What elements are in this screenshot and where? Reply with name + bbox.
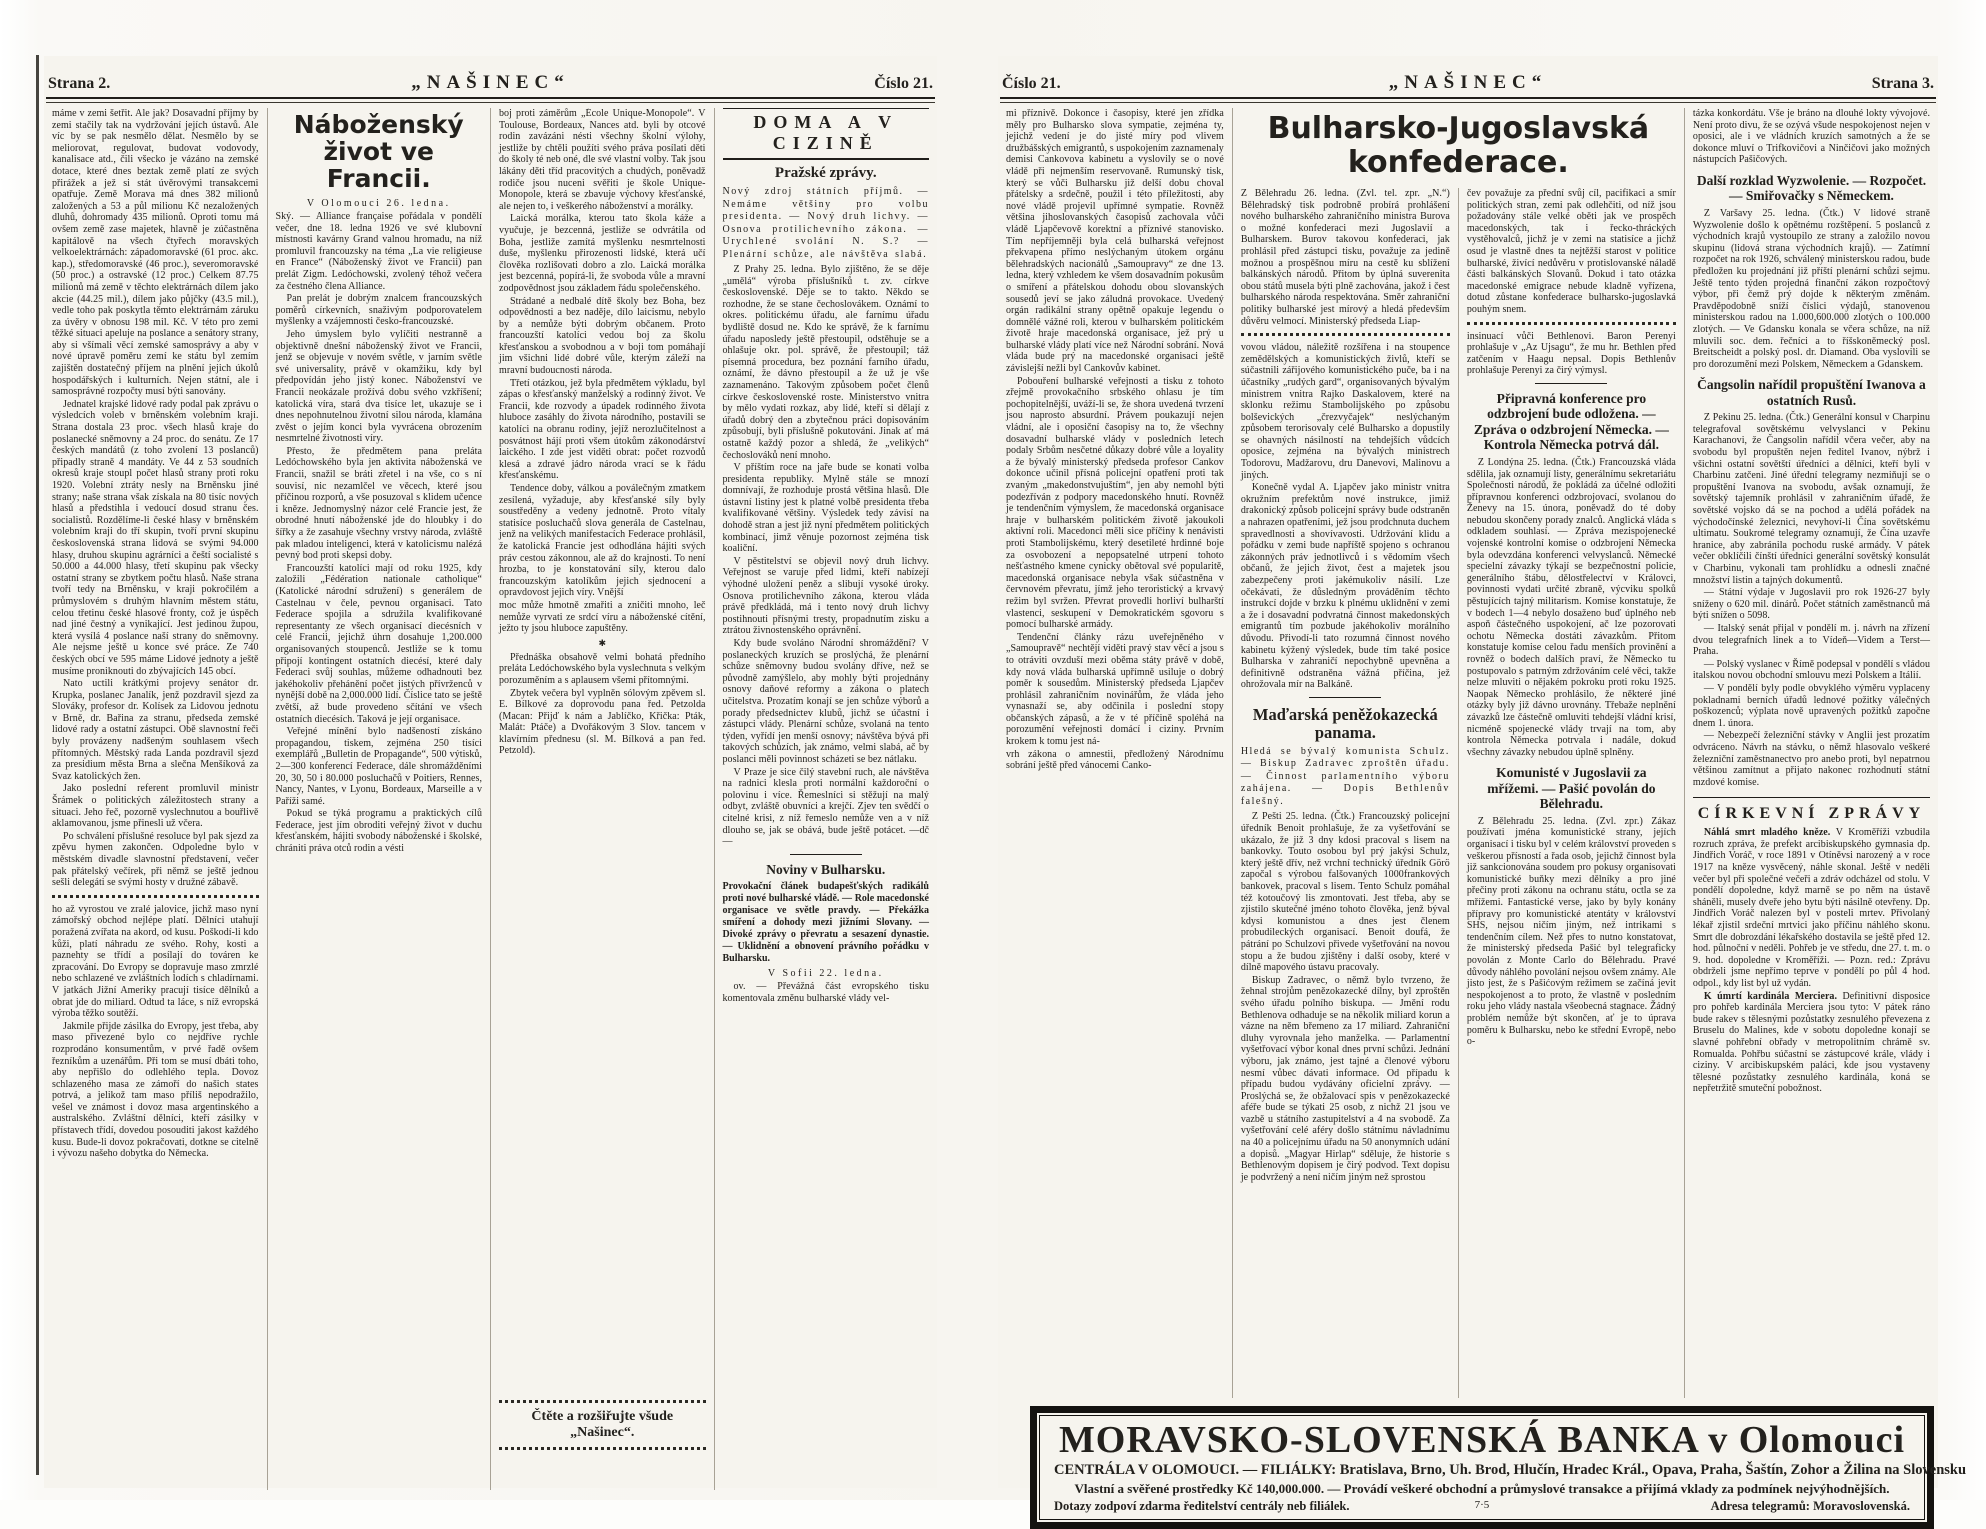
paragraph-continuation: mi příznivě. Dokonce i časopisy, které jen zřídka měly pro Bulharsko slova sympatie, zejména ty, jejichž vedení je do jisté míry pod vlivem družbášských emigrantů, s uspokojením zaznamenaly demisi Cankovova kabinetu a vyslovily se o nové vládě při nejmenším reservovaně. Rumunský tisk, který se vůči Bulharsku již delší dobu choval přátelsky a srdečně, použil i této příležitosti, aby nové vládě projevil upřímné sympatie. Rovněž většina jihoslovanských časopisů zachovala vůči vládě Ljapčevově korektní a příznivé stanovisko. Tím nepříjemněji byla celá bulharská veřejnost překvapena přímo neslýchaným útokem orgánu bělehradských nacionálů „Samoupravy“ ze dne 13. ledna, který vzhledem ke všem dosavadním pokusům o smíření a přátelskou dohodu obou slovanských sousedů jeví se jako záludná provokace. Uvedený orgán radikální strany opětně opakuje legendu o domnělé vážné roli, kterou v bulharském politickém životě hraje macedonská organisace, jež prý u bulharské vlády platí více než Národní sobrání. Nová vláda bude prý na macedonské organisaci ještě závislejší nežli byl Cankovův kabinet. — [1006, 108, 1224, 375]
paragraph: V pěstitelství se objevil nový druh lichvy. Veřejnost se varuje před lidmi, kteří nabízejí výhodné uložení peněz a slibují vysoké úroky. Osnova protilichevního zákona, kterou vláda právě předkládá, má i tento nový druh lichvy postihnouti přísnými tresty, propadnutím zisku a ztrátou živnostenského oprávnění. — [722, 555, 929, 637]
center-subcolumns — [1233, 188, 1684, 1398]
news-item: Náhlá smrt mladého kněze. V Kroměříži vzbudila rozruch zpráva, že prefekt arcibiskupského gymnasia dp. Jindřich Voráč, v roce 1891 v Otíněvsi narozený a v roce 1917 na kněze vysvěcený, náhle skonal. Ještě v neděli večer byl při společné večeři a zdráv odcházel od stolu. V pondělí dopoledne, když marně se po něm na ústavě sháněli, musely dveře jeho bytu býti násilně otevřeny. Dp. Jindřich Voráč nalezen byl v posteli mrtev. Přivolaný lékař zjistil srdeční mrtvici jako příčinu náhlého skonu. Smrt dle dobrozdání lékařského dostavila se ještě před 12. hod. půlnoční v neděli. Pohřeb je ve středu, dne 27. t. m. o 9. hod. dopoledne v Kroměříži. — Pozn. red.: Zprávu obdrželi jsme nepřímo teprve v pondělí po půl 4 hod. odpol., kdy list byl už vydán. — [1692, 827, 1931, 989]
column-1 — [44, 108, 267, 1490]
paragraph-continuation: ho až vyrostou ve zralé jalovice, jichž maso nyní zámořský obchod nejlépe platí. Dělníci utahují poražená zvířata na akord, od kusu. Poškodí-li kdo kůži, platí náhradu ze svého. Rohy, kosti a paznehty se třídí a posílají do továren ke zpracování. Do Evropy se dopravuje maso zmrzlé nebo schlazené ve zvláštních lodích s chladírnami. V jatkách Jižní Ameriky pracují tisíce dělníků a obrat jde do miliard. Odtud ta láce, s níž evropská výroba těžko soutěží. — [52, 903, 259, 1020]
paragraph: ov. — Převážná část evropského tisku komentovala změnu bulharské vlády vel- — [722, 981, 929, 1004]
ad-funds-line: Vlastní a svěřené prostředky Kč 140,000.000. — Provádí veškeré obchodní a průmyslové transakce a přijímá vklady za podmínek nejvýhodnějších. — [1074, 1481, 1890, 1496]
center-article-region — [1232, 108, 1684, 1398]
paragraph: Zbytek večera byl vyplněn sólovým zpěvem sl. E. Bílkové za doprovodu pana řed. Petzolda (Macan: Přijď k nám a Jablíčko, Křička: Pták, Malát: Ptáče) a Dvořákovým 3 Slov. tancem v klavírním přednesu (sl. M. Bílková a pan řed. Petzold). — [499, 687, 706, 757]
diamond-rule — [1241, 333, 1450, 336]
masthead-right: „NAŠINEC“ — [1388, 72, 1548, 93]
paragraph: Pokud se týká programu a praktických cílů Federace, jest jím obroditi veřejný život v duchu křesťanském, hájiti svobody náboženské i školské, chrániti práva otců rodin a vésti — [275, 808, 482, 855]
paragraph: — Italský senát přijal v pondělí m. j. návrh na zřízení dvou telegrafních linek a to Vídeň—Videm a Terst—Praha. — [1692, 622, 1931, 658]
columns-left-page — [44, 108, 937, 1490]
column-4 — [1684, 108, 1938, 1398]
column-4 — [714, 108, 938, 1490]
subsection-header: Pražské zprávy. — [774, 165, 877, 181]
scan-edge-line — [36, 55, 39, 1475]
paragraph-continuation: tázka konkordátu. Vše je bráno na dlouhé lokty vývojové. Není proto divu, že se ozývá všude nespokojenost nejen v oposici, ale i ve vládních kruzích samotných a že se dokonce mluví o Trifkovičovi a Ninčičovi jako možných nástupcích Pašičových. — [1692, 108, 1931, 166]
dateline: V Olomouci 26. ledna. — [306, 198, 451, 209]
dateline: V Sofii 22. ledna. — [767, 968, 884, 980]
star-divider: ✱ — [598, 637, 607, 648]
diamond-rule — [52, 895, 259, 898]
paragraph: Veřejné mínění bylo nadšeností získáno propagandou, tiskem, zejména 250 tisíci exemplářů „Bulletin de Propagande“, 500 výtisků, 2—300 konferencí Federace, dále shromážděními 20, 30, 50 i 80.000 posluchačů v Poitiers, Rennes, Nancy, Nantes, v Lyonu, Bordeaux, Marseille a v Paříži samé. — [275, 726, 482, 807]
paragraph: Přesto, že předmětem pana preláta Ledóchowského byla jen aktivita náboženská ve Francii, snažil se bráti zřetel i na vše, co s ní souvisí, nic nezamlčel ve věcech, které jsou příčinou rozporů, a vše posuzoval s klidem učence i kněze. Jednomyslný názor celé Francie jest, že obrodné hnutí náboženské jde do hloubky i do šířky a že zasahuje všechny vrstvy národa, zvláště pak mladou inteligenci, která v katolicismu nalézá pevný bod proti skepsi doby. — [275, 445, 482, 562]
paragraph-continuation: Ský. — Alliance française pořádala v pondělí večer, dne 18. ledna 1926 ve své klubovní místnosti kavárny Grand valnou hromadu, na níž promluvil francouzsky na téma „La vie religieuse en France“ (Náboženský život ve Francii) pan prelát Zigm. Ledóchowski, zvolený téhož večera za čestného člena Alliance. — [275, 211, 482, 292]
ad-footer-left: Dotazy zodpoví zdarma ředitelství centrály neb filiálek. — [1054, 1499, 1350, 1513]
short-rule — [1535, 383, 1607, 384]
paragraph: Jakmile přijde zásilka do Evropy, jest třeba, aby maso přivezené bylo co nejdříve rychle rozprodáno konsumentům, v prvé řadě ovšem řezníkům a uzenářům. Při tom se musí dbáti toho, aby nepřišlo do odlehlého tepla. Dovoz schlazeného masa ze zámoří do našich states potrvá, a jelikož tam maso příliš nepodražilo, vešel ve známost i dovoz masa argentinského a australského. Zvláštní dělníci, kteří zásilky v přístavech třídí, dovedou posouditi jakost každého kusu. Bude-li dovoz pokračovati, dotkne se citelně i vývozu našeho dobytka do Německa. — [52, 1020, 259, 1160]
ad-footer — [1054, 1499, 1910, 1514]
issue-right: Číslo 21. — [1002, 75, 1061, 92]
summary-deck: Provokační článek budapešťských radikálů proti nové bulharské vládě. — Role macedonské organisace ve světle pravdy. — Překážka smíření a dohody mezi jižními Slovany. — Divoké zprávy o převratu a sesazení dynastie. — Uklidnění a obnovení právního pořádku v Bulharsku. — [722, 881, 929, 965]
main-headline: Bulharsko-Jugoslavská konfederace. — [1267, 111, 1650, 180]
column-1 — [998, 108, 1232, 1398]
paragraph: Pobouření bulharské veřejnosti a tisku z tohoto zřejmě provokačního srbského ohlasu je tím pochopitelnější, uváží-li se, že shora uvedená tvrzení jsou naprosto absurdní. Právem poukazují nejen vládní, ale i oposiční časopisy na to, že všechny dosavadní bulharské vlády v posledních letech podaly Srbům nesčetné důkazy dobré vůle a loyality a že bývalý ministerský předseda profesor Cankov dokonce učinil přísná policejní opatření proti tak zvaným „makedonstvujuštím“, jen aby nemohl býti podezříván z podpory macedonského hnutí. Rovněž je tendenčním výmyslem, že macedonská organisace hraje v bulharském politickém životě jakoukoli aktivní roli. Macedonci měli sice příčiny k nenávisti proti Stambolijskému, který desetileté hrdinné boje za osvobození a nepopsatelné utrpení tohoto nešťastného kmene cynicky obětoval své popularitě, macedonská organisace nebyla však súčastněna v červnovém převratu, jímž jeho teroristický a krvavý režim byl svržen. Převrat provedli horliví bulharští vlastenci, seskupení v Demokratickém sgovoru s pomocí bulharské armády. — [1006, 375, 1224, 631]
article-heading: Další rozklad Wyzwolenie. — Rozpočet. — Smiřovačky s Německem. — [1696, 172, 1927, 204]
paragraph-continuation: moc může hmotně zmařiti a zničiti mnoho, leč nemůže vyrvati ze srdcí víru a náboženské cítění, ježto ty jsou hluboce zapuštěny. — [499, 599, 706, 635]
paragraph-continuation: čev považuje za přední svůj cíl, pacifikaci a smír politických stran, zemi pak odlehčiti, od níž jsou požadovány stále velké oběti jak ve prospěch macedonských, tak i řecko-thráckých vystěhovalců, jichž je v zemi na statisíce a jichž osud je vlastně dnes ta nejtěžší starost v politice bulharské, živící nedůvěru v protislovanské náladě části balkánských Slovanů. Dokud i tato otázka macedonské emigrace nebude kladně vyřízena, dotud zůstane konfederace bulharsko-jugoslavká pouhým snem. — [1466, 188, 1676, 315]
page-strana-2 — [44, 56, 937, 1488]
summary-deck: Nový zdroj státních příjmů. — Nemáme většiny pro volbu presidenta. — Nový druh lichvy. — Osnova protilichevního zákona. — Urychlené svolání N. S.? — Plenární schůze, ale návštěva slabá. — [722, 186, 929, 260]
ad-footer-telegram: Adresa telegramů: Moravoslovenská. — [1710, 1499, 1910, 1513]
paragraph: — V pondělí byly podle obvyklého výměru vyplaceny pokladnami berních úřadů lednové požitky válečných poškozenců; výplata nově upravených požitků započne dnem 1. února. — [1692, 682, 1931, 729]
paragraph: V příštím roce na jaře bude se konati volba presidenta republiky. Mylně stále se mnozí domnívají, že rozhoduje prostá většina hlasů. Dle ústavní listiny jest k platné volbě presidenta třeba kvalifikované většiny. Výsledek tedy závisí na dohodě stran a jest již nyní předmětem politických kombinací, jimž věnuje pozornost zejména tisk koaliční. — [722, 462, 929, 555]
section-header: DOMA A V CIZINĚ — [723, 108, 930, 160]
article-heading: Maďarská peněžokazecká panama. — [1252, 704, 1438, 742]
diamond-rule — [1467, 322, 1676, 325]
paragraph-continuation: insinuací vůči Bethlenovi. Baron Perenyi prohlašuje v „Az Ujsagu“, že mu hr. Bethlen před zatčením v Haagu nepsal. Dopis Bethlenův prohlašuje Perenyi za čirý výmysl. — [1466, 330, 1676, 377]
paragraph: V Praze je sice čilý stavební ruch, ale návštěva na radnici klesla proti normální každoroční o polovinu i více. Řemeslníci si stěžují na malý odbyt, zvláště obuvníci a krejčí. Zjev ten svědčí o citelné krisi, z níž řemeslo nemůže ven a v níž dlouho se, jak se obává, bude ještě potácet. —dč— — [722, 766, 929, 848]
paragraph: — Státní výdaje v Jugoslavii pro rok 1926-27 byly sníženy o 620 mil. dinárů. Počet státních zaměstnanců má býti snížen o 5098. — [1692, 587, 1931, 622]
item-lead: K úmrtí kardinála Merciera. — [1703, 990, 1843, 1002]
section-header: CÍRKEVNÍ ZPRÁVY — [1693, 797, 1930, 823]
paragraph: Strádané a nedbalé dítě školy bez Boha, bez odpovědnosti a bez naděje, dílo laicismu, nebylo by a nemůže býti dobrým občanem. Proto francouzští katolíci vedou boj za školu křesťanskou a svobodnou a v boji tom pomáhají jim všichni lidé dobré vůle, kterým záleží na mravní budoucnosti národa. — [499, 295, 706, 377]
column-3 — [490, 108, 714, 1490]
paragraph: Pan prelát je dobrým znalcem francouzských poměrů církevních, snaživým podporovatelem myšlenky a vzájemnosti česko-francouzské. — [275, 293, 482, 328]
bank-advertisement — [1030, 1406, 1967, 1529]
diamond-rule — [499, 1400, 706, 1403]
columns-right-page — [998, 108, 1938, 1398]
column-3 — [1458, 188, 1684, 1398]
paragraph: Kdy bude svoláno Národní shromáždění? V poslaneckých kruzích se proslýchá, že plenární schůze sněmovny budou svolány dříve, než se původně zamýšlelo, aby mohly býti projednány osnovy daňové reformy a zákona o platech učitelstva. Prozatím konají se jen schůze výborů a porady předsednictev klubů, jichž se účastní i zástupci vlády. Plenární schůze, svolaná na tento týden, vyřídí jen menší osnovy; návštěva bývá při takových schůzích, jak známo, velmi slabá, ač by poslanci měli povinnost scházeti se bez nátlaku. — [722, 638, 929, 765]
header-rule-left — [46, 97, 935, 103]
article-heading: Noviny v Bulharsku. — [766, 861, 886, 877]
paragraph: Tendence doby, válkou a poválečným zmatkem zesílená, vyžaduje, aby křesťanské síly byly soustředěny a vedeny jednotně. Proto vítaly statisíce posluchačů slova generála de Castelnau, jenž na velikých manifestacích Federace prohlásil, že katolická Francie jest odhodlána hájiti svých práv cestou zákonnou, ale až do krajnosti. To není hrozba, to je konstatování síly, kterou dalo francouzským katolíkům jejich sjednocení a opravdovost jejich víry. Vnější — [499, 483, 706, 599]
summary-deck: Hledá se bývalý komunista Schulz. — Biskup Zadravec zproštěn úřadu. — Činnost parlamentního výboru zahájena. — Dopis Bethlenův falešný. — [1240, 745, 1450, 807]
article-heading: Připravná konference pro odzbrojení bude odložena. — Zpráva o odzbrojení Německa. — Kontrola Německa potrvá dál. — [1473, 390, 1669, 453]
paragraph-continuation: vovou vládou, náležitě rozšířena i na stoupence zemědělských a komunistických živlů, kteří se súčastnili zářijového komunistického puče, ba i na účastníky „rudých gard“, organisovaných bývalým ministrem vnitra Rajko Daskalovem, které na sklonku režimu Stambolijského po způsobu bolševických „črezvyčajek“ neslýchaným způsobem terorisovaly celé Bulharsko a dopustily se ohavných násilností na tehdejších vůdcích oposice, zejména na bývalých ministrech Todorovu, Madžarovu, dru Danevovi, Malinovu a jiných. — [1240, 342, 1450, 481]
article-headline: Náboženský život ve Francii. — [293, 110, 464, 193]
news-item: K úmrtí kardinála Merciera. Definitivní disposice pro pohřeb kardinála Merciera jsou tyto: V pátek ráno bude rakev s tělesnými pozůstatky zesnulého převezena z Bruselu do Malines, kde v sobotu dopoledne konají se slavné pohřební obřady v metropolitním chrámě sv. Romualda. Pohřbu súčastní se zástupcové krále, vlády i ciziny. V arcibiskupském paláci, kde jsou vystaveny tělesné pozůstatky zesnulého kardinála, koná se nepřetržitě smuteční pobožnost. — [1692, 990, 1931, 1095]
item-lead: Náhlá smrt mladého kněze. — [1703, 827, 1836, 839]
paragraph: Nato uctili krátkými projevy senátor dr. Krupka, poslanec Janalík, jenž pozdravil sjezd za Slováky, profesor dr. Kolísek za Lidovou jednotu v Brně, dr. Bařina za stranu, předseda zemské lidové rady a ostatní zástupci. Obě slavnostní řeči byly provázeny nadšeným souhlasem všech přítomných. Městský rada Landa pozdravil sjezd za presidium města Brna a slečna Menšíková za Svaz katolických žen. — [52, 678, 259, 782]
folio-left: Strana 2. — [48, 75, 111, 92]
page-strana-3 — [998, 56, 1967, 1513]
ad-branches-line: CENTRÁLA V OLOMOUCI. — FILIÁLKY: Bratislava, Brno, Uh. Brod, Hlučín, Hradec Král., Opava, Praha, Šaštín, Zohor a Žilina na Slovensku — [1054, 1462, 1967, 1478]
folio-right: Strana 3. — [1871, 75, 1934, 92]
paragraph: Po schválení příslušné resoluce byl pak sjezd za zpěvu hymen zakončen. Odpoledne bylo v městském divadle slavnostní představení, večer pak přátelský večírek, při němž se ještě jednou sešli delegáti se svými hosty v družné zábavě. — [52, 830, 259, 889]
paragraph: Tendenční články rázu uveřejněného v „Samoupravě“ nechtějí viděti pravý stav věcí a jsou s to otráviti ovzduší mezi oběma státy právě v době, kdy nová vláda bulharská upřímně usiluje o dobrý poměr k sousedům. Ministerský předseda Ljapčev prohlásil zahraničním novinářům, že vláda jeho vynasnaží se, aby odčinila i poslední stopy občanských zápasů, a že v té příčině spoléhá na porozumění veřejnosti domácí i ciziny. Prvním krokem k tomu jest ná- — [1006, 631, 1224, 748]
column-2 — [1233, 188, 1458, 1398]
issue-left: Číslo 21. — [874, 75, 933, 92]
paragraph-continuation: Z Bělehradu 26. ledna. (Zvl. tel. zpr. „N.“) Bělehradský tisk podrobně probírá prohlášení nového bulharského zahraničního ministra Burova o možné konfederaci mezi Jugoslavií a Bulharskem. Burov takovou konfederaci, jak prohlásil před zástupci tisku, považuje za jedině možnou a prospěšnou míru na cestě ku sblížení balkánských národů. Přitom by úplná suverenita obou států musela býti plně zachována, jakož i čest bulharského národa respektována. Směr zahraniční politiky bulharské jest mírový a hledá především důvěru velmocí. Ministerský předseda Liap- — [1240, 188, 1450, 327]
paragraph: Jako poslední referent promluvil ministr Šrámek o politických záležitostech strany a situaci. Jeho řeč, pozorně vyslechnutou a bouřlivě aklamovanou, jsme přinesli už včera. — [52, 783, 259, 830]
bank-advertisement-inner — [1039, 1415, 1967, 1520]
paragraph: Laická morálka, kterou tato škola káže a vyučuje, je bezcenná, jestliže se odvrátila od Boha, jestliže zamítá myšlenku nesmrtelnosti duše, myšlenku přirozenosti lidské, která učí člověka rozlišovati dobro a zlo. Laická morálka jest bezcenná, popírá-li, že svoboda vůle a mravní zodpovědnost jsou základem řádu společenského. — [499, 213, 706, 294]
paragraph: Z Varšavy 25. ledna. (Čtk.) V lidové straně Wyzwolenie došlo k opětnému rozštěpení. 5 poslanců z východních krajů vystoupilo ze strany a založilo novou skupinu (lidová strana východních krajů). — Zatímní rozpočet na rok 1926, schválený ministerskou radou, bude předložen ku projednání již příští plenární schůzi sejmu. Ještě tento týden projedná finanční zákon rozpočtový výbor, při čemž prý dojde k některým změnám. Pravděpodobně sníží číslici výdajů, stanovenou ministerskou radou na 1.000,600.000 zlotých o 100.000 zlotých. — Ve Gdansku konala se včera schůze, na níž mluvili soc. dem. řečníci a to říšskoněmecký posl. Breitscheidt a polský posl. dr. Diamand. Oba vyslovili se pro dorozumění mezi Polskem, Německem a Gdanskem. — [1692, 207, 1931, 370]
paragraph: Konečně vydal A. Ljapčev jako ministr vnitra okružním prefektům nové instrukce, jimiž drakonický způsob policejní správy bude odstraněn a nahrazen opatřeními, jež jsou prodchnuta duchem spravedlnosti a shovívavosti. Udržování klidu a pořádku v zemi bude napříště spojeno s ochranou zákonných práv jednotlivců i s vědomím všech občanů, že jejich život, čest a majetek jsou zabezpečeny proti jakémukoliv násilí. Lze očekávati, že důsledným prováděním těchto instrukcí dojde v brzku k plnému uklidnění v zemi a že i dosavadní podvratná činnost makedonských emigrantů tím pozbude jakéhokoliv morálního důvodu. Přivodí-li tato rozumná činnost nového kabinetu kýžený výsledek, bude tím také posice Bulharska v zahraničí nepochybně upevněna a definitivně odstraněna vážná příčina, jež ohrožovala mír na Balkáně. — [1240, 482, 1450, 691]
page-header-right — [998, 56, 1938, 96]
paragraph: Biskup Zadravec, o němž bylo tvrzeno, že žehnal strojům penězokazecké dílny, byl zproštěn svého úřadu polního biskupa. — Jmění rodu Bethlenova odhaduje se na několik miliard korun a vázne na něm břemeno za 17 miliard. Zahraniční dluhy vyrovnala jeho manželka. — Parlamentní vyšetřovací výbor konal dnes první schůzi. Jednání výboru, jak známo, jest tajné a členové výboru nesmí vůbec dávati informace. Od případu k případu budou vydávány oficielní zprávy. — Proslýchá se, že obžalovací spis v penězokazecké aféře bude se týkati 25 osob, z nichž 21 jsou ve vazbě u státního zastupitelství a 4 na svobodě. Za vyšetřování celé aféry došlo státnímu návladnímu na 40 a policejnímu úřadu na 50 anonymních udání a dopisů. „Magyar Hirlap“ sděluje, že historie s Bethlenovým dopisem je čirý podvod. Text dopisu je podvržený a není ničím jiným než sprostou — [1240, 974, 1450, 1183]
header-rule-right — [1000, 97, 1936, 103]
paragraph: Jeho úmyslem bylo vylíčiti nestranně a objektivně dnešní náboženský život ve Francii, jenž se objevuje v novém světle, v jarním světle své universality, právě v okamžiku, kdy byl předpovídán jeho jistý konec. Náboženství ve Francii neokázale prožívá dobu svého vzkříšení; katolická víra, stará dva tisíce let, ukazuje se i dnes nepohnutelnou životní silou národa, klamána zvěst o jejím konci byla vyvrácena obrozením nesmrtelné životnosti víry. — [275, 328, 482, 445]
article-heading: Komunisté v Jugoslavii za mřížemi. — Pašić povolán do Bělehradu. — [1487, 765, 1656, 812]
page-header-left — [44, 56, 937, 96]
ad-bank-title: MORAVSKO-SLOVENSKÁ BANKA v Olomouci — [1058, 1419, 1906, 1461]
column-2 — [267, 108, 491, 1490]
column-3-body — [499, 108, 706, 757]
promo-banner-text: Čtěte a rozšiřujte všude „Našinec“. — [531, 1409, 674, 1440]
paragraph: Z Prahy 25. ledna. Bylo zjištěno, že se děje „umělá“ výroba příslušníků t. zv. církve československé. Děje se to takto. Někdo se rozhodne, že se stane čechoslovákem. Oznámí to okres. politickému úřadu, ale farnímu úřadu bydliště dosud ne. Kdo ke správě, že k farnímu úřadu naposledy ještě přestoupil, odstěhuje se a ohlašuje okr. pol. správě, že přestoupil; táž písemná procedura, bez poznání farního úřadu, oznámí, že dávno přestoupil a že už je vše zaznamenáno. Takovým způsobem počet členů církve československé roste. Ministerstvo vnitra by mělo vydati rozkaz, aby lidé, kteří si dělají z úřadů dobrý den a zbytečnou práci dopisováním způsobují, byli příslušně pokutováni. Jinak ať má ostatně každý pozor a shledá, že „velikých“ čechoslováků není mnoho. — [722, 264, 929, 461]
paragraph: — Nebezpečí železniční stávky v Anglii jest prozatím odvráceno. Návrh na stávku, o němž hlasovalo veškeré železniční zaměstnanectvo pro anebo proti, byl nepatrnou většinou zamítnut a přijato nakonec rozhodnutí státní mzdové komise. — [1692, 730, 1931, 788]
paragraph-continuation: máme v zemi šetřit. Ale jak? Dosavadní příjmy by zemi stačily tak na vydržování jejích ústavů. Ale víc by se pak nesmělo dělat. Nesmělo by se meliorovat, regulovat, budovat vodovody, kanalisace atd., čili všecko je vázáno na zemské dotace, které dnes beztak země platí ze svých přirážek a jež si stát úvěrovými transakcemi opatřuje. Země Morava má dnes 382 milionů založených a 53 a půl milionu Kč nezaložených dluhů, dohromady 435 milionů. Oproti tomu má ovšem země zase majetek, hlavně je zúčastněna kapitálově na všech čtyřech moravských velkoelektrárnách: západomoravské (61 proc. akc. kap.), středomoravské (46 proc.), severomoravské (50 proc.) a ostravské (12 proc.) Celkem 87.75 milionů má země v těchto elektrárnách dílem jako akcie (44.25 mil.), dílem jako půjčky (43.5 mil.), vedle toho pak poskytla těmto elektrárnám záruku za úvěry v obnosu 198 mil. Kč. V této pro zemi těžké situaci apeluje na poslance a senátory strany, aby si všímali věcí zemské samosprávy a aby v nové úpravě poměru zemí ke státu byl zemím zajištěn dostatečný příjem na plnění jejich úkolů hospodářských i kulturních. Nejen státní, ale i samosprávné rozpočty musí býti sanovány. — [52, 108, 259, 398]
paragraph: Z Pekinu 25. ledna. (Čtk.) Generální konsul v Charpinu telegrafoval sovětskému velvyslanci v Pekinu Karachanovi, že Čangsolin nařídil včera večer, aby na svobodu byl propuštěn nejen ředitel Ivanov, nýbrž i všichni ostatní sovětští úředníci a dělníci, kteří byli v Charbinu zatčeni. Jiné úřední telegramy nezmiňují se o propuštění Ivanova na svobodu, avšak oznamují, že sovětský tajemník prohlásil v zahraničním úřadě, že sovětské vojsko dá se na pochod a udělá pořádek na východočínské železnici, nevyhoví-li Čína sovětskému ultimatu. Soukromé telegramy oznamují, že Čína uzavře hranice, aby zabránila pochodu ruské armády. V pátek večer obklíčili čínští úředníci generální sovětský konsulát v Charbinu, vykonali tam prohlídku a odnesli značné množství listin a tajných dokumentů. — [1692, 412, 1931, 586]
paragraph-continuation: boj proti záměrům „École Unique-Monopole“. V Toulouse, Bordeaux, Nances atd. byli by otcové rodin zavázáni nésti všechny školní výlohy, jestliže by chtěli použíti svého práva posílati děti do školy té neb oné, dle své vlastní volby. Tak jsou lákány děti tříd pracovitých a chudých, poněvadž rodiče jsou nuceni svěřiti je škole Unique-Monopole, která se zbavuje výchovy křesťanské, ale nejen to, i veškerého náboženství a morálky. — [499, 108, 706, 212]
paragraph: Přednáška obsahově velmi bohatá předního preláta Ledóchowského byla vyslechnuta s velkým porozuměním a s aplausem všemi přítomnými. — [499, 651, 706, 686]
paragraph: Francouzští katolíci mají od roku 1925, kdy založili „Fédération nationale catholique“ (Katolické národní sdružení) s generálem de Castelnau v čele, pevnou organisaci. Tato Federace spojila a sdružila kvalifikované representanty ze všech organisací diecésních v celé Francii, jejichž úhrn dosahuje 1,200.000 organisovaných stoupenců. Jestliže se k tomu připojí kontingent ostatních diecésí, které daly Federaci svůj souhlas, můžeme odhadnouti bez jakéhokoliv přehánění počet jistých přívrženců v nynější době na 2,000.000 lidí. Číslice tato se ještě zvětší, až bude provedeno sčítání ve všech ostatních diecésích. Taková je její organisace. — [275, 562, 482, 725]
paragraph: Z Bělehradu 25. ledna. (Zvl. zpr.) Zákaz používati jména komunistické strany, jejích organisací i tisku byl v celém království proveden s veškerou přísností a řada osob, jejichž činnost byla již sankcionována soudem pro pokusy organisovati komunistické buňky mezi dělníky a pro jiné přečiny proti zákonu na ochranu státu, octla se za mřížemi. Fantastické verse, jako by byly konány přípravy pro komunistické atentáty v království SHS, nejsou ničím jiným, než intrikami s tendenčním cílem. Než přes to nutno konstatovat, že ministerský předseda Pašić byl telegraficky povolán z Monte Carlo do Bělehradu. Pravé důvody náhlého povolání nejsou ovšem známy. Ale jisto jest, že s Pašićovým režimem se začíná jevit nespokojenost a to proto, že vlastně v posledním roku jeho vlády nastala všeobecná stagnace. Žádný problém nemůže být skončen, ať je to úprava poměru k Bulharsku, nebo ke střední Evropě, nebo o- — [1466, 815, 1676, 1048]
paragraph: — Polský vyslanec v Římě podepsal v pondělí s vládou italskou novou obchodní smlouvu mezi Polskem a Itálií. — [1692, 658, 1931, 682]
short-rule — [790, 854, 862, 855]
promo-banner-group — [499, 1394, 706, 1456]
short-rule — [1309, 697, 1381, 698]
article-heading: Čangsolin nařídil propuštění Iwanova a ostatních Rusů. — [1697, 377, 1926, 408]
masthead-left: „NAŠINEC“ — [411, 72, 570, 93]
paragraph: Z Londýna 25. ledna. (Čtk.) Francouzská vláda sdělila, jak oznamují listy, generálnímu sekretariátu Společnosti národů, že pokládá za účelné odložiti přípravnou konferenci odzbrojovací, svolanou do Ženevy na 15. února, poněvadž do té doby nebudou skončeny porady znalců. Anglická vláda s odkladem souhlasí. — Zpráva mezispojenecké vojenské kontrolní komise o odzbrojení Německa byla odevzdána konferenci velvyslanců. Německé specielní závazky týkají se bezpečnostní policie, generálního štábu, dělostřelectví v Královci, povinnosti vydati určité zbraně, výcviku spolků pěstujících tajný militarism. Komise konstatuje, že v bodech 1—4 nebylo dosaženo buď úplného neb aspoň částečného uspokojení, ač lze pozorovati ochotu Německa dostáti závazkům. Přitom konstatuje komise celou řadu menších provinění a rovněž o bodech dalších praví, že Německo tu postupovalo s patrným zdržováním celé věci, takže nelze mluviti o nějakém pokroku proti roku 1925. Naopak Německo prohlásilo, že některé jiné otázky byly již dávno urovnány. Třebaže neplnění závazků lze částečně omluviti tehdejší vládní krisí, nicméně spojenecké vlády trvají na tom, aby kontrola Německa potrvala i nadále, dokud všechny závazky nebudou úplně splněny. — [1466, 456, 1676, 758]
diamond-rule — [499, 1447, 706, 1450]
paragraph-continuation: vrh zákona o amnestii, předložený Národnímu sobrání ještě před vánocemi Canko- — [1006, 748, 1224, 772]
paragraph: Z Pešti 25. ledna. (Čtk.) Francouzský policejní úředník Benoit prohlašuje, že za vyšetřování se ukázalo, že již 3 dny kdosi pracoval s lisem na bankovky. Touto osobou byl prý jakýsi Schulz, který ještě dřív, než vrchní technický úředník Görö započal s výrobou falšovaných 1000frankových bankovek, pracoval s lisem. Tento Schulz pomáhal též kotoučový lis zmontovati. Jest třeba, aby se zjistilo skutečné jméno tohoto člověka, jenž býval kdysi komunistou a dnes jest členem probudileckých organisací. Benoit doufá, že pátrání po Schulzovi přivede vyšetřování na novou stopu a že budou zjištěny i další osoby, které v dílně mapového ústavu pracovaly. — [1240, 811, 1450, 974]
ad-footer-number: 7·5 — [1474, 1499, 1490, 1511]
paragraph: Jednatel krajské lidové rady podal pak zprávu o výsledcích voleb v brněnském volebním kraji. Strana dostala 23 proc. všech hlasů kraje do poslanecké sněmovny a 24 proc. do senátu. Ze 17 českých mandátů (z toho zvolení 13 poslanců) připadly straně 4 mandáty. Ve 44 z 53 soudních okresů kraje stoupl počet hlasů strany proti roku 1920. Volební ztráty nesly na Brněnsku jiné strany; naše strana však získala na 80 tisíc nových hlasů a předstihla i vedoucí dosud stranu čes. socialistů. Rozdělíme-li české hlasy v brněnském volebním kraji do tří skupin, tvoří první skupinu československá strana lidová se svými 94.000 hlasy, druhou skupinu agrárníci a čeští socialisté s 50.000 a 44.000 hlasy, třetí skupinu pak všecky ostatní strany se zbytkem počtu hlasů. Naše strana tvoří tedy na Brněnsku, v kraji pokročilém a průmyslovém s druhým hlavním městem státu, celou třetinu české hlasové fronty, což je úspěch nad jiné čestný a vynikající. Jest jedinou župou, která vysílá 4 poslance naší strany do sněmovny. Ale nejsme ještě u konce své práce. Ze 740 českých obcí ve 595 máme Lidové jednoty a ještě musíme proniknouti do zbývajících 145 obcí. — [52, 398, 259, 677]
paragraph: Třetí otázkou, jež byla předmětem výkladu, byl zápas o křesťanský manželský a rodinný život. Ve Francii, kde rozvody a úpadek rodinného života hluboce zasáhly do života národního, postavili se katolíci na obranu rodiny, jejíž nerozlučitelnost a posvátnost hájí proti všem útokům zákonodárství laického. I zde jest viděti obrat: počet rozvodů klesá a zdravé jádro národa vrací se k řádu křesťanskému. — [499, 377, 706, 482]
